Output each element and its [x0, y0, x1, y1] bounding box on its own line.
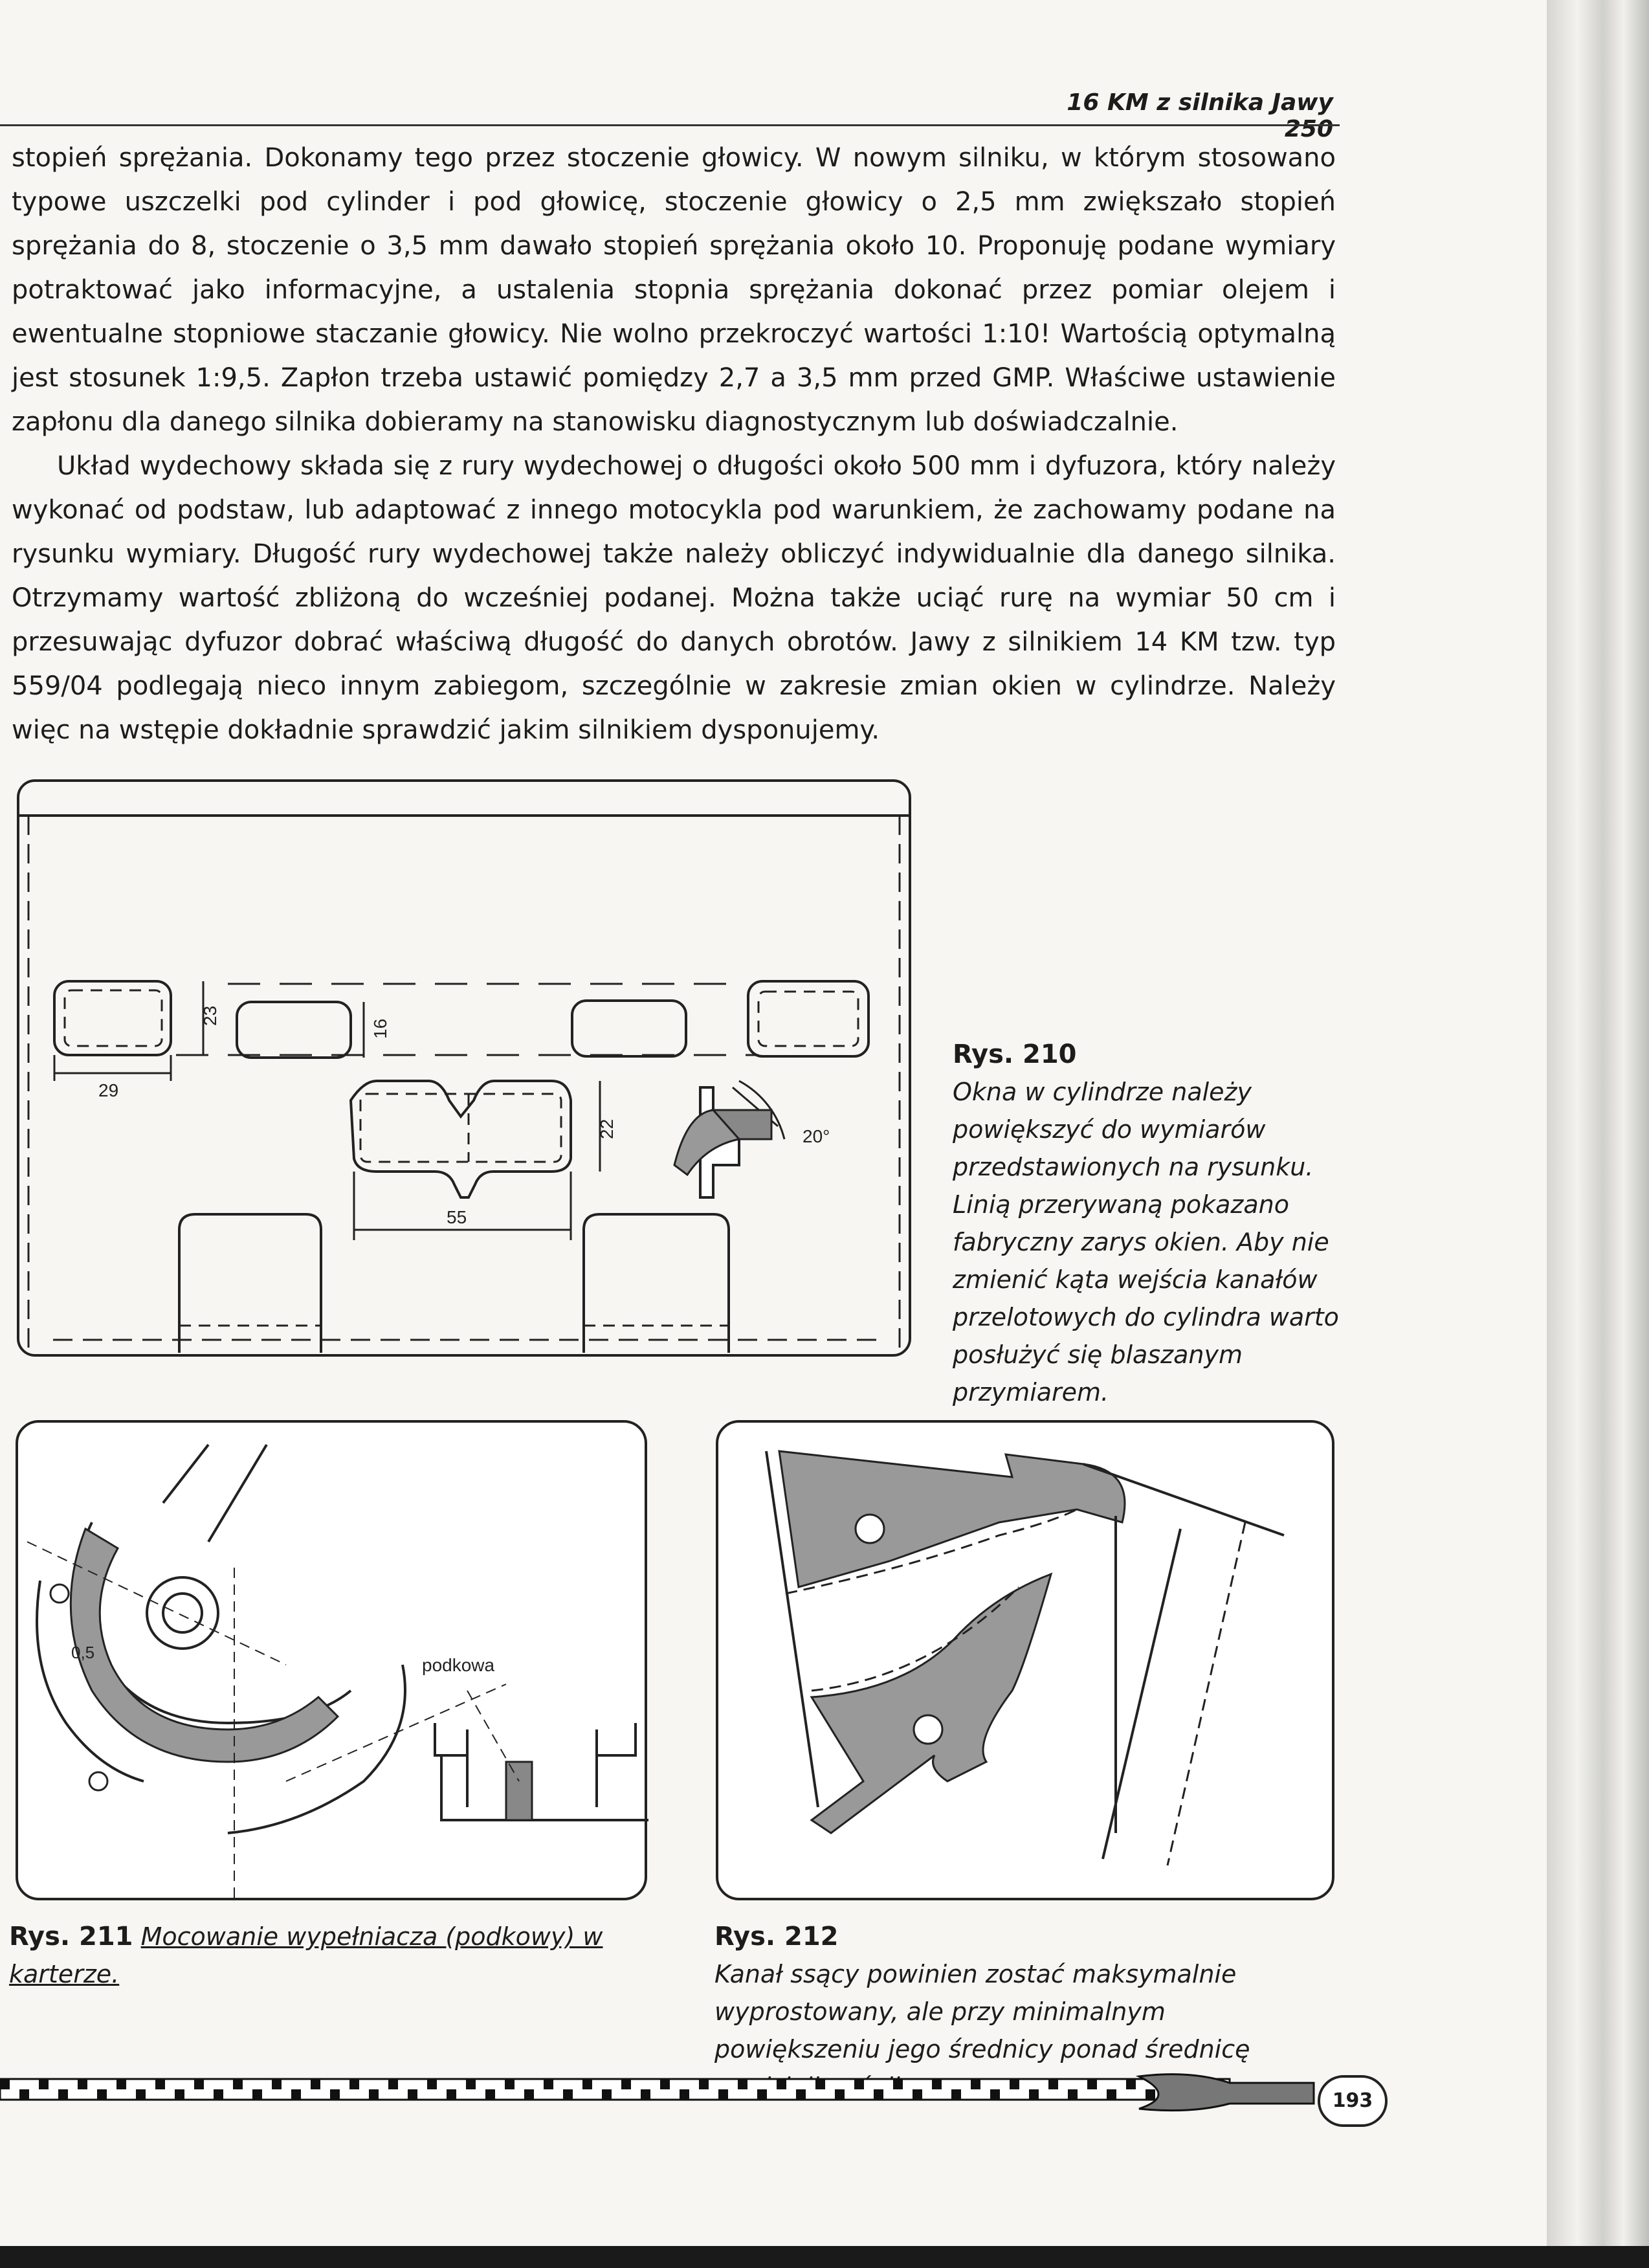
label-podkowa: podkowa: [422, 1655, 495, 1675]
checker-square: [951, 2089, 961, 2100]
checker-square: [388, 2079, 398, 2089]
checker-square: [116, 2079, 126, 2089]
checker-square: [680, 2089, 689, 2100]
checker-square: [854, 2079, 864, 2089]
caption-212-title: Rys. 212: [714, 1922, 839, 1951]
checker-square: [155, 2079, 165, 2089]
page-edge: [1547, 0, 1649, 2268]
port-transfer-left: [237, 1002, 351, 1058]
checker-square: [718, 2089, 728, 2100]
dim-angle: 20°: [802, 1126, 830, 1146]
checker-square: [194, 2079, 204, 2089]
checker-square: [311, 2079, 320, 2089]
checker-square: [252, 2089, 262, 2100]
caption-212-text: Kanał ssący powinien zostać maksymalnie wyprostowany, ale przy minimalnym powiększeniu jego średnicy ponad średnicę: [714, 1960, 1250, 2063]
dim-23: 23: [200, 1005, 220, 1026]
figure-210-diagram: [14, 777, 914, 1359]
checker-square: [971, 2079, 980, 2089]
scan-border: [0, 2246, 1649, 2268]
paragraph-1: stopień sprężania. Dokonamy tego przez stoczenie głowicy. W nowym silniku, w którym stosowano typowe uszczelki pod cylinder i pod głowicę, stoczenie głowicy o 2,5 mm zwiększało stopień sprężania do 8, stoczenie o 3,5 mm dawało stopień sprężania około 10. Proponuję podane wymiary potraktować jako informacyjne, a ustalenia stopnia sprężania dokonać przez pomiar olejem i ewentualne stopniowe staczanie głowicy. Nie wolno przekroczyć wartości 1:10! Wartością optymalną jest stosunek 1:9,5. Zapłon trzeba ustawić pomiędzy 2,7 a 3,5 mm przed GMP. Właściwe ustawienie zapłonu dla danego silnika dobieramy na stanowisku diagnostycznym lub doświadczalnie.: [12, 143, 1336, 437]
checker-square: [582, 2079, 592, 2089]
checker-square: [427, 2079, 437, 2089]
checker-square: [136, 2089, 146, 2100]
checker-square: [602, 2089, 612, 2100]
checker-square: [97, 2089, 107, 2100]
checker-square: [835, 2089, 845, 2100]
header-rule: [0, 124, 1340, 126]
body-text: [12, 136, 1336, 752]
checker-square: [815, 2079, 825, 2089]
checker-square: [485, 2089, 495, 2100]
paragraph-2: Układ wydechowy składa się z rury wydechowej o długości około 500 mm i dyfuzora, który należy wykonać od podstaw, lub adaptować z innego motocykla pod warunkiem, że zachowamy podane na rysunku wymiary. Długość rury wydechowej także należy obliczyć indywidualnie dla danego silnika. Otrzymamy wartość zbliżoną do wcześniej podanej. Można także uciąć rurę na wymiar 50 cm i przesuwając dyfuzor dobrać właściwą długość do danych obrotów. Jawy z silnikiem 14 KM tzw. typ 559/04 podlegają nieco innym zabiegom, szczególnie w zakresie zmian okien w cylindrze. Należy więc na wstępie dokładnie sprawdzić jakim silnikiem dysponujemy.: [12, 451, 1336, 745]
page-number: 193: [1318, 2075, 1388, 2127]
checker-square: [1048, 2079, 1058, 2089]
dim-16: 16: [370, 1018, 390, 1039]
checker-square: [699, 2079, 709, 2089]
checker-square: [932, 2079, 942, 2089]
checker-square: [447, 2089, 456, 2100]
checker-square: [524, 2089, 534, 2100]
checker-square: [738, 2079, 747, 2089]
checker-square: [641, 2089, 650, 2100]
label-gap: 0,5: [71, 1643, 95, 1662]
checker-square: [893, 2079, 903, 2089]
checker-square: [214, 2089, 223, 2100]
checker-square: [58, 2089, 68, 2100]
caption-210-text: Okna w cylindrze należy powiększyć do wymiarów przedstawionych na rysunku. Linią przerywaną pokazano fabryczny zarys okien. Aby nie zmienić kąta wejścia kanałów przelotowych do cylindra warto posłużyć się blaszanym przymiarem.: [953, 1078, 1339, 1406]
caption-211-text: Mocowanie wypełniacza (podkowy) w karterze.: [9, 1922, 603, 1988]
caption-210: [953, 1036, 1341, 1411]
checker-square: [291, 2089, 301, 2100]
figure-212-diagram: [714, 1419, 1336, 1902]
checker-square: [349, 2079, 359, 2089]
port-transfer-right: [572, 1001, 686, 1056]
checker-square: [621, 2079, 631, 2089]
checker-square: [874, 2089, 883, 2100]
figure-211-diagram: [14, 1419, 648, 1902]
checker-square: [39, 2079, 49, 2089]
checker-square: [408, 2089, 417, 2100]
port-left: [54, 981, 171, 1055]
checker-square: [660, 2079, 670, 2089]
checker-square: [777, 2079, 786, 2089]
caption-211-title: Rys. 211: [9, 1922, 133, 1951]
port-inlet-left: [179, 1214, 321, 1353]
checker-square: [1126, 2079, 1136, 2089]
checker-square: [1087, 2079, 1097, 2089]
dim-29: 29: [98, 1080, 119, 1100]
transfer-template-detail: [674, 1087, 771, 1197]
caption-210-title: Rys. 210: [953, 1040, 1077, 1069]
port-exhaust: [351, 1081, 571, 1197]
checker-square: [0, 2079, 10, 2089]
port-inlet-right: [584, 1214, 729, 1353]
checker-square: [913, 2089, 922, 2100]
checker-square: [1029, 2089, 1039, 2100]
dim-55: 55: [447, 1207, 467, 1227]
caption-211: [9, 1918, 650, 1993]
checker-square: [796, 2089, 806, 2100]
checker-square: [1145, 2089, 1155, 2100]
checker-square: [233, 2079, 243, 2089]
checker-square: [272, 2079, 282, 2089]
checker-square: [1107, 2089, 1116, 2100]
cylinder-outline: [18, 781, 910, 1355]
checker-square: [175, 2089, 184, 2100]
checker-square: [544, 2079, 553, 2089]
checker-square: [563, 2089, 573, 2100]
checker-square: [1068, 2089, 1078, 2100]
checker-square: [369, 2089, 379, 2100]
checker-square: [19, 2089, 29, 2100]
checker-square: [990, 2089, 1000, 2100]
running-title: 16 KM z silnika Jawy 250: [1067, 89, 1333, 142]
checker-square: [1010, 2079, 1019, 2089]
checker-square: [330, 2089, 340, 2100]
dim-22: 22: [597, 1118, 617, 1139]
checker-square: [78, 2079, 87, 2089]
checker-square: [466, 2079, 476, 2089]
checkered-page-bar: [0, 2070, 1398, 2115]
checker-square: [757, 2089, 767, 2100]
checker-square: [505, 2079, 515, 2089]
